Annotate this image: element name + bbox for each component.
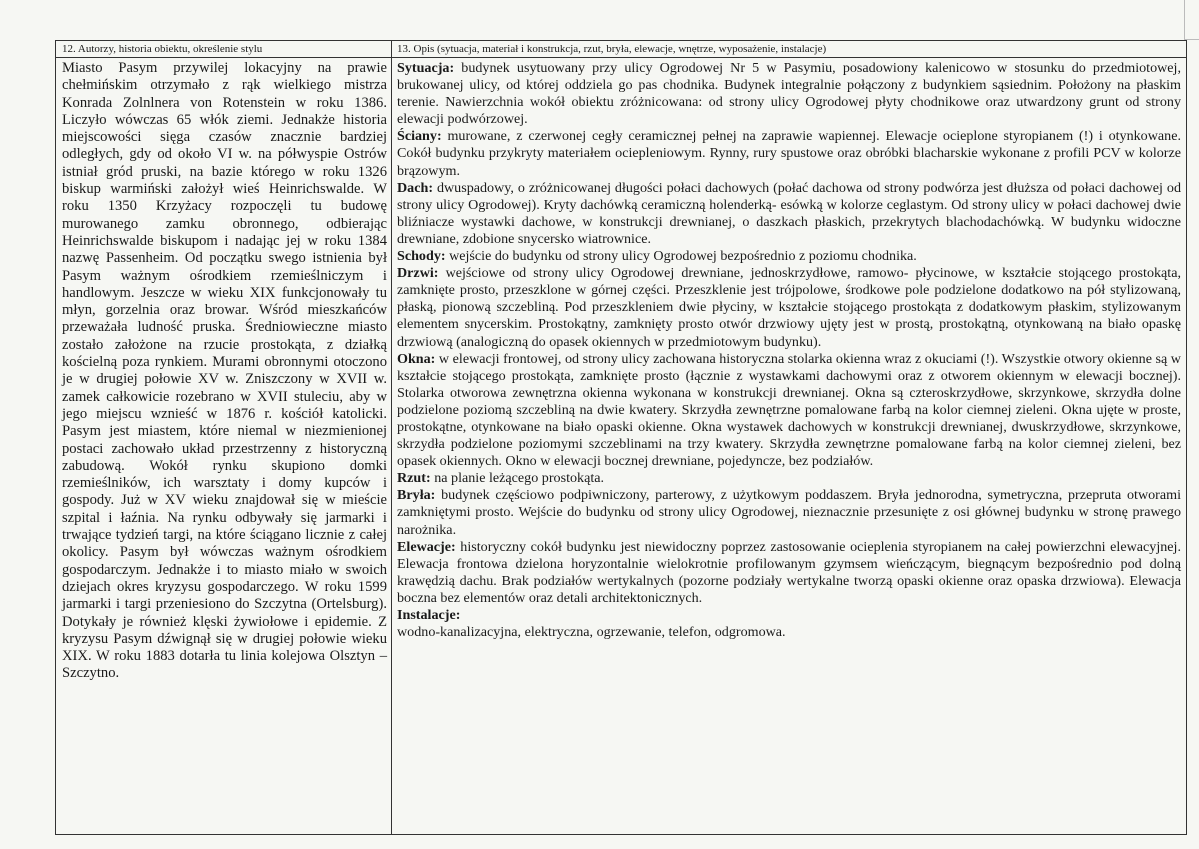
section-dach: [397, 180, 1181, 248]
header-history: 12. Autorzy, historia obiektu, określenie stylu: [62, 43, 263, 55]
section-label: Bryła:: [397, 487, 436, 504]
header-rule: [56, 57, 1186, 58]
section-text: wejście do budynku od strony ulicy Ogrodowej bezpośrednio z poziomu chodnika.: [445, 248, 917, 265]
section-bryla: [397, 487, 1181, 538]
section-text: dwuspadowy, o zróżnicowanej długości połaci dachowych (połać dachowa od strony podwórza jest dłuższa od połaci dachowej od strony ulicy Ogrodowej). Kryty dachówką ceramiczną holenderką- esówką w kolorze ceglastym. Od strony ulicy w połaci dachowej dwie bliźniacze wystawki dachowe, w konstrukcji drewnianej, o daszkach płaskich, przekrytych blachodachówką. W budynku widoczne drewniane, zdobione snycersko wiatrownice.: [397, 179, 1181, 247]
header-description: 13. Opis (sytuacja, materiał i konstrukcja, rzut, bryła, elewacje, wnętrze, wyposażenie, instalacje): [397, 43, 827, 55]
section-elewacje: [397, 539, 1181, 607]
section-instalacje-text: wodno-kanalizacyjna, elektryczna, ogrzewanie, telefon, odgromowa.: [397, 624, 786, 641]
page-edge-strip: [1184, 0, 1199, 40]
section-sytuacja: [397, 60, 1181, 128]
section-sciany: [397, 128, 1181, 179]
section-label: Okna:: [397, 350, 436, 367]
section-schody: [397, 248, 1181, 265]
section-label: Schody:: [397, 248, 446, 265]
section-text: murowane, z czerwonej cegły ceramicznej pełnej na zaprawie wapiennej. Elewacje ocieplone styropianem (!) i otynkowane. Cokół budynku przykryty materiałem ociepleniowym. Rynny, rury spustowe oraz obróbki blacharskie wykonane z profili PCV w kolorze brązowym.: [397, 128, 1181, 179]
section-text: budynek częściowo podpiwniczony, parterowy, z użytkowym poddaszem. Bryła jednorodna, symetryczna, przepruta otworami zamkniętymi prosto. Wejście do budynku od strony ulicy Ogrodowej, nieznacznie przesunięte z osi głównej budynku w stronę prawego narożnika.: [397, 487, 1181, 538]
section-label: Dach:: [397, 179, 434, 196]
description-sections: [397, 60, 1181, 641]
section-label: Ściany:: [397, 128, 442, 145]
column-divider: [391, 41, 392, 834]
section-okna: [397, 351, 1181, 471]
section-label: Instalacje:: [397, 607, 461, 623]
section-rzut: [397, 470, 1181, 487]
section-label: Elewacje:: [397, 538, 456, 555]
section-label: Rzut:: [397, 470, 431, 487]
section-text: na planie leżącego prostokąta.: [430, 470, 605, 487]
section-text: budynek usytuowany przy ulicy Ogrodowej Nr 5 w Pasymiu, posadowiony kalenicowo w stosunku do przedmiotowej, brukowanej ulicy, od której oddziela go pas chodnika. Budynek integralnie połączony z budynkiem sąsiednim. Położony na płaskim terenie. Nawierzchnia wokół obiektu zróżnicowana: od strony ulicy Ogrodowej płyty chodnikowe oraz utwardzony grunt od strony elewacji podwórzowej.: [397, 60, 1181, 128]
section-text: wejściowe od strony ulicy Ogrodowej drewniane, jednoskrzydłowe, ramowo- płycinowe, w kształcie stojącego prostokąta, zamknięte prosto, przeszklone w górnej części. Przeszklenie jest trójpolowe, środkowe pole podzielone dodatkowo na pół stylizowaną, płaską, pionową szczebliną. Pod przeszkleniem dwie płyciny, w kształcie stojącego prostokąta z dodatkowym płaskim, stylizowanym elementem snycerskim. Prostokątny, zamknięty prosto otwór drzwiowy ujęty jest w prostą, prostokątną, otynkowaną na biało opaskę drzwiową (analogiczną do opasek okiennych w przedmiotowym budynku).: [397, 265, 1181, 350]
section-label: Sytuacja:: [397, 60, 455, 76]
section-instalacje-label: [397, 607, 1181, 624]
history-text: Miasto Pasym przywilej lokacyjny na prawie chełmińskim otrzymało z rąk wielkiego mistrza Konrada Zolnlnera von Rotenstein w roku 1386. Liczyło wówczas 65 włók ziemi. Jednakże historia miejscowości sięga czasów znacznie bardziej odległych, gdy od około VI w. na półwyspie Ostrów istniał gród pruski, na bazie którego w roku 1326 biskup warmiński założył wieś Heinrichswalde. W roku 1350 Krzyżacy rozpoczęli tu budowę murowanego zamku obronnego, odbierając Heinrichswalde biskupom i nadając jej w roku 1384 nazwę Passenheim. Od początku swego istnienia był Pasym ważnym ośrodkiem rzemieślniczym i handlowym. Jeszcze w wieku XIX funkcjonowały tu młyn, gorzelnia oraz browar. Wśród mieszkańców przeważała ludność pruska. Średniowieczne miasto zostało założone na rzucie prostokąta, z działką kościelną poza rynkiem. Murami obronnymi otoczono je w drugiej połowie XV w. Zniszczony w XVII w. zamek całkowicie rozebrano w XVII stuleciu, aby w jego miejscu wznieść w 1876 r. kościół katolicki. Pasym jest miastem, które niemal w niezmienionej postaci zachowało układ przestrzenny z historyczną zabudową. Wokół rynku skupiono domki rzemieślników, ich warsztaty i domy kupców i gospody. Już w XV wieku znajdował się w mieście szpital i łaźnia. Na rynku odbywały się jarmarki i trwające tydzień targi, na które ściągano licznie z całej okolicy. Pasym był wówczas ważnym ośrodkiem gospodarczym. Jednakże i to miasto miało w swoich dziejach okres kryzysu gospodarczego. W roku 1599 jarmarki i targi przeniesiono do Szczytna (Ortelsburg). Dotykały je również klęski żywiołowe i epidemie. Z kryzysu Pasym dźwignął się w drugiej połowie wieku XIX. W roku 1883 dotarła tu linia kolejowa Olsztyn – Szczytno.: [62, 60, 387, 682]
section-drzwi: [397, 265, 1181, 350]
section-label: Drzwi:: [397, 265, 439, 282]
section-text: w elewacji frontowej, od strony ulicy zachowana historyczna stolarka okienna wraz z okuciami (!). Wszystkie otwory okienne są w kształcie stojącego prostokąta, zamknięte prosto (łącznie z wystawkami dachowymi oraz z otworem okiennym w elewacji bocznej). Stolarka otworowa zewnętrzna okienna wykonana w konstrukcji drewnianej. Okna są czteroskrzydłowe, skrzynkowe, skrzydła dolne podzielone poziomą szczebliną na dwie kwatery. Skrzydła zewnętrzne pomalowane farbą na kolor ciemnej zieleni. Okna ujęte w proste, prostokątne, otynkowane na biało opaski okienne. Okna wystawek dachowych w konstrukcji drewnianej, dwuskrzydłowe, skrzynkowe, skrzydła podzielone poziomymi szczeblinami na trzy kwatery. Skrzydła zewnętrzne pomalowane farbą na kolor ciemnej zieleni, bez opasek okiennych. Okno w elewacji bocznej drewniane, pojedyncze, bez podziałów.: [397, 350, 1181, 470]
section-text: historyczny cokół budynku jest niewidoczny poprzez zastosowanie ocieplenia styropianem na całej powierzchni elewacyjnej. Elewacja frontowa dzielona horyzontalnie wielokrotnie profilowanym gzymsem wieńczącym, biegnącym bezpośrednio pod dolną krawędzią dachu. Brak podziałów wertykalnych (pozorne podziały wertykalne tworzą opaski okienne oraz opaska drzwiowa). Elewacja boczna bez elementów oraz detali architektonicznych.: [397, 538, 1181, 606]
document-form-frame: [55, 40, 1187, 835]
